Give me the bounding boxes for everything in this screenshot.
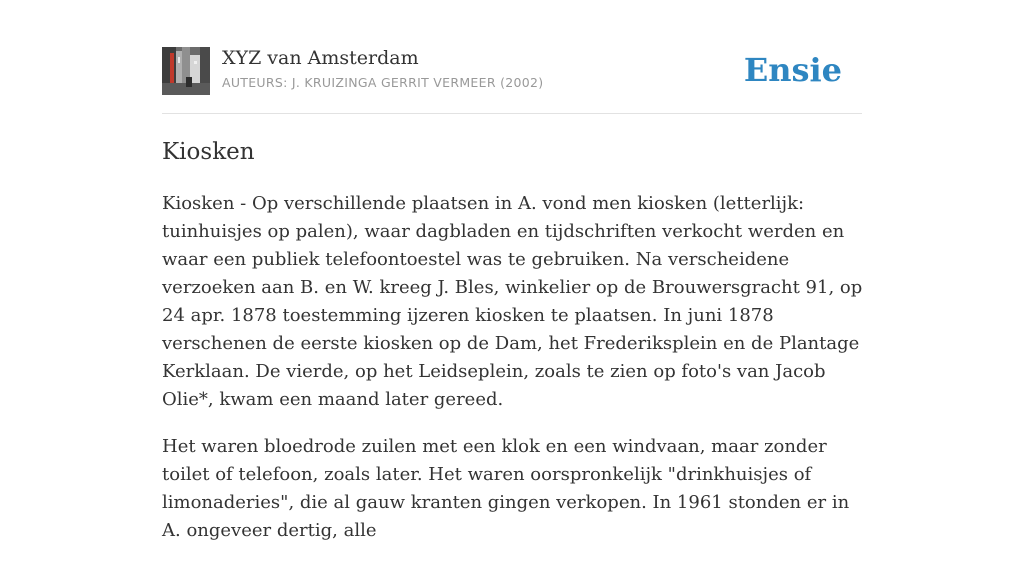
source-authors: AUTEURS: J. KRUIZINGA GERRIT VERMEER (2002) <box>222 75 544 90</box>
article-body <box>162 190 868 564</box>
book-cover-photo-icon <box>162 47 210 95</box>
source-title[interactable]: XYZ van Amsterdam <box>222 47 419 69</box>
ensie-logo[interactable]: Ensie <box>743 51 842 89</box>
article-title: Kiosken <box>162 139 255 165</box>
source-header <box>162 46 862 96</box>
article-paragraph: Kiosken - Op verschillende plaatsen in A. vond men kiosken (letterlijk: tuinhuisjes op palen), waar dagbladen en tijdschriften verkocht werden en waar een publiek telefoontoestel was te gebruiken. Na verscheidene verzoeken aan B. en W. kreeg J. Bles, winkelier op de Brouwersgracht 91, op 24 apr. 1878 toestemming ijzeren kiosken te plaatsen. In juni 1878 verschenen de eerste kiosken op de Dam, het Frederiksplein en de Plantage Kerklaan. De vierde, op het Leidseplein, zoals te zien op foto's van Jacob Olie*, kwam een maand later gereed. <box>162 193 863 410</box>
source-avatar[interactable] <box>162 47 210 95</box>
article-paragraph: Het waren bloedrode zuilen met een klok en een windvaan, maar zonder toilet of telefoon, zoals later. Het waren oorspronkelijk "drinkhuisjes of limonaderies", die al gauw kranten gingen verkopen. In 1961 stonden er in A. ongeveer dertig, alle <box>162 436 850 541</box>
header-divider <box>162 113 862 114</box>
